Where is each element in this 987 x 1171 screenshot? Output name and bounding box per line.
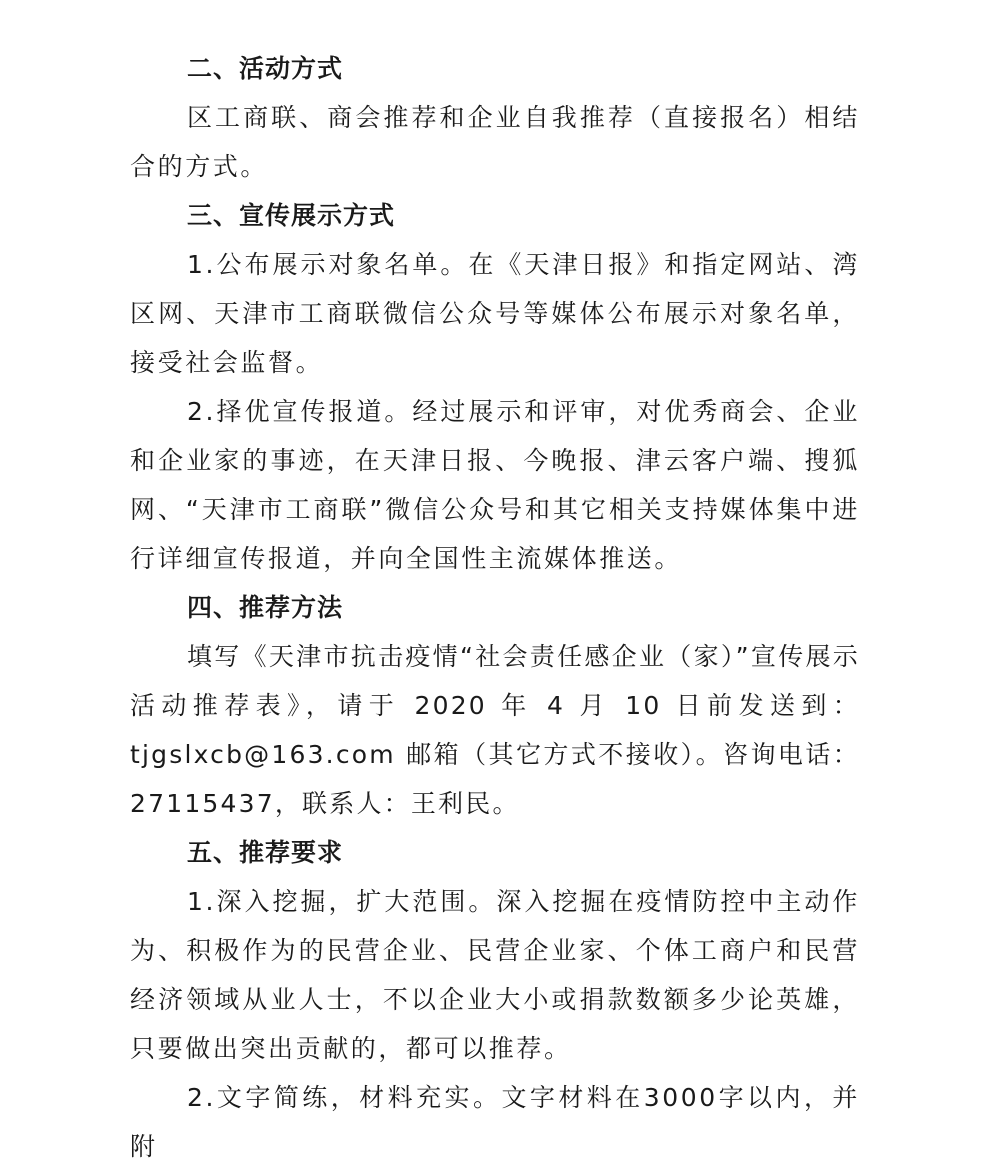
paragraph-dig-deep: 1.深入挖掘，扩大范围。深入挖掘在疫情防控中主动作为、积极作为的民营企业、民营企业家、个体工商户和民营经济领域从业人士，不以企业大小或捐款数额多少论英雄，只要做出突出贡献的，都可以推荐。	[130, 887, 860, 1063]
document-page	[130, 44, 860, 1171]
section-heading-publicity-method: 三、宣传展示方式	[187, 201, 396, 230]
paragraph-concise-text: 2.文字简练，材料充实。文字材料在3000字以内，并附	[130, 1083, 860, 1161]
paragraph-recommendation-form: 填写《天津市抗击疫情“社会责任感企业（家）”宣传展示活动推荐表》，请于 2020 年 4 月 10 日前发送到：tjgslxcb@163.com 邮箱（其它方式不接收）。咨询电话：27115437，联系人：王利民。	[130, 642, 860, 818]
section-heading-activity-method: 二、活动方式	[187, 54, 344, 83]
paragraph-publish-list: 1.公布展示对象名单。在《天津日报》和指定网站、湾区网、天津市工商联微信公众号等媒体公布展示对象名单，接受社会监督。	[130, 250, 860, 377]
paragraph-activity-method: 区工商联、商会推荐和企业自我推荐（直接报名）相结合的方式。	[130, 103, 860, 181]
section-heading-recommendation-method: 四、推荐方法	[187, 593, 344, 622]
section-heading-recommendation-requirements: 五、推荐要求	[187, 838, 344, 867]
paragraph-select-report: 2.择优宣传报道。经过展示和评审，对优秀商会、企业和企业家的事迹，在天津日报、今晚报、津云客户端、搜狐网、“天津市工商联”微信公众号和其它相关支持媒体集中进行详细宣传报道，并向全国性主流媒体推送。	[130, 397, 860, 573]
